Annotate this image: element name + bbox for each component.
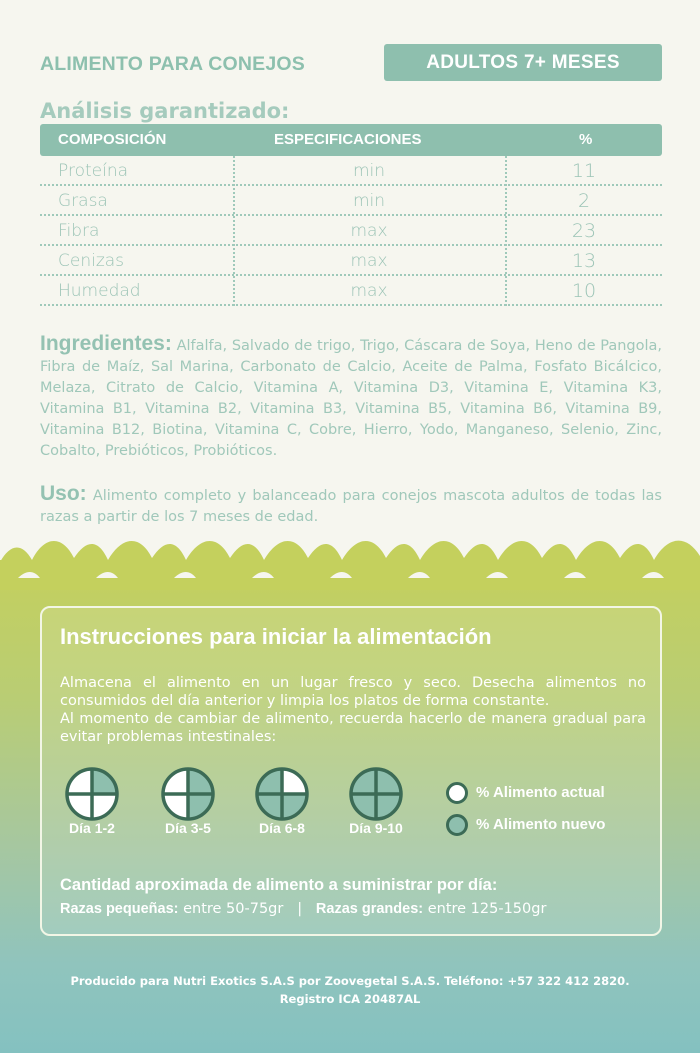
dial-4-quarters-icon (348, 766, 404, 822)
dial-1-quarter-icon (64, 766, 120, 822)
footer-producer: Producido para Nutri Exotics S.A.S por Zoovegetal S.A.S. Teléfono: +57 322 412 2820. (70, 974, 630, 988)
dial-2-quarters-icon (160, 766, 216, 822)
nutrient-spec: min (352, 161, 386, 181)
nutrient-spec: min (352, 191, 386, 211)
large-breeds-label: Razas grandes: (315, 901, 424, 917)
product-title: ALIMENTO PARA CONEJOS (40, 53, 305, 75)
column-header-specifications: ESPECIFICACIONES (274, 131, 422, 148)
nutrient-value: 13 (571, 250, 597, 272)
quantity-line (60, 901, 650, 917)
table-row (40, 156, 662, 186)
instructions-title: Instrucciones para iniciar la alimentación (60, 624, 492, 649)
legend-new-icon (446, 814, 468, 836)
table-divider (233, 156, 235, 306)
large-breeds-value: entre 125-150gr (427, 901, 547, 917)
footer (0, 972, 700, 1008)
legend-new-label: % Alimento nuevo (476, 816, 606, 833)
legend-current-icon (446, 782, 468, 804)
quantity-separator: | (297, 901, 303, 917)
nutrient-name: Proteína (58, 161, 129, 181)
table-divider (505, 156, 507, 306)
footer-registry: Registro ICA 20487AL (279, 992, 421, 1006)
instructions-paragraph: Al momento de cambiar de alimento, recuerda hacerlo de manera gradual para evitar problemas intestinales: (60, 711, 646, 745)
column-header-percent: % (579, 131, 593, 148)
ingredients-label: Ingredientes: (40, 332, 172, 355)
analysis-title: Análisis garantizado: (40, 99, 290, 123)
table-row (40, 216, 662, 246)
nutrient-value: 10 (571, 280, 597, 302)
nutrient-value: 2 (577, 190, 591, 212)
instructions-box (40, 606, 662, 936)
small-breeds-label: Razas pequeñas: (60, 901, 179, 917)
nutrient-name: Grasa (58, 191, 108, 211)
column-header-composition: COMPOSICIÓN (58, 131, 167, 148)
small-breeds-value: entre 50-75gr (183, 901, 284, 917)
instructions-text (60, 674, 646, 746)
nutrient-name: Fibra (58, 221, 100, 241)
nutrient-value: 11 (571, 160, 597, 182)
dial-3-quarters-icon (254, 766, 310, 822)
usage-text: Alimento completo y balanceado para conejos mascota adultos de todas las razas a partir de los 7 meses de edad. (40, 488, 662, 525)
stage-label: Día 6-8 (259, 820, 305, 836)
instructions-paragraph: Almacena el alimento en un lugar fresco y seco. Desecha alimentos no consumidos del día anterior y limpia los platos de forma constante. (60, 675, 646, 709)
table-header (40, 124, 662, 156)
nutrient-spec: max (350, 281, 388, 301)
legend-current-label: % Alimento actual (476, 784, 605, 801)
stage-label: Día 1-2 (69, 820, 115, 836)
nutrient-spec: max (350, 221, 388, 241)
leaf-border-icon (0, 530, 700, 590)
stage-label: Día 3-5 (165, 820, 211, 836)
stage-label: Día 9-10 (349, 820, 403, 836)
nutrient-value: 23 (571, 220, 597, 242)
nutrient-name: Cenizas (58, 251, 125, 271)
ingredients-section (40, 333, 662, 462)
quantity-title: Cantidad aproximada de alimento a suministrar por día: (60, 876, 498, 894)
table-row (40, 276, 662, 306)
ingredients-text: Alfalfa, Salvado de trigo, Trigo, Cáscara de Soya, Heno de Pangola, Fibra de Maíz, Sal Marina, Carbonato de Calcio, Aceite de Palma, Fosfato Bicálcico, Melaza, Citrato de Calcio, Vitamina A, Vitamina D3, Vitamina E, Vitamina K3, Vitamina B1, Vitamina B2, Vitamina B3, Vitamina B5, Vitamina B6, Vitamina B9, Vitamina B12, Biotina, Vitamina C, Cobre, Hierro, Yodo, Manganeso, Selenio, Zinc, Cobalto, Prebióticos, Probióticos. (40, 338, 662, 459)
nutrient-name: Humedad (58, 281, 141, 301)
analysis-table (40, 124, 662, 306)
table-row (40, 246, 662, 276)
age-badge: ADULTOS 7+ MESES (384, 44, 662, 81)
table-row (40, 186, 662, 216)
usage-label: Uso: (40, 482, 87, 505)
header (40, 44, 665, 82)
usage-section (40, 483, 662, 528)
nutrient-spec: max (350, 251, 388, 271)
